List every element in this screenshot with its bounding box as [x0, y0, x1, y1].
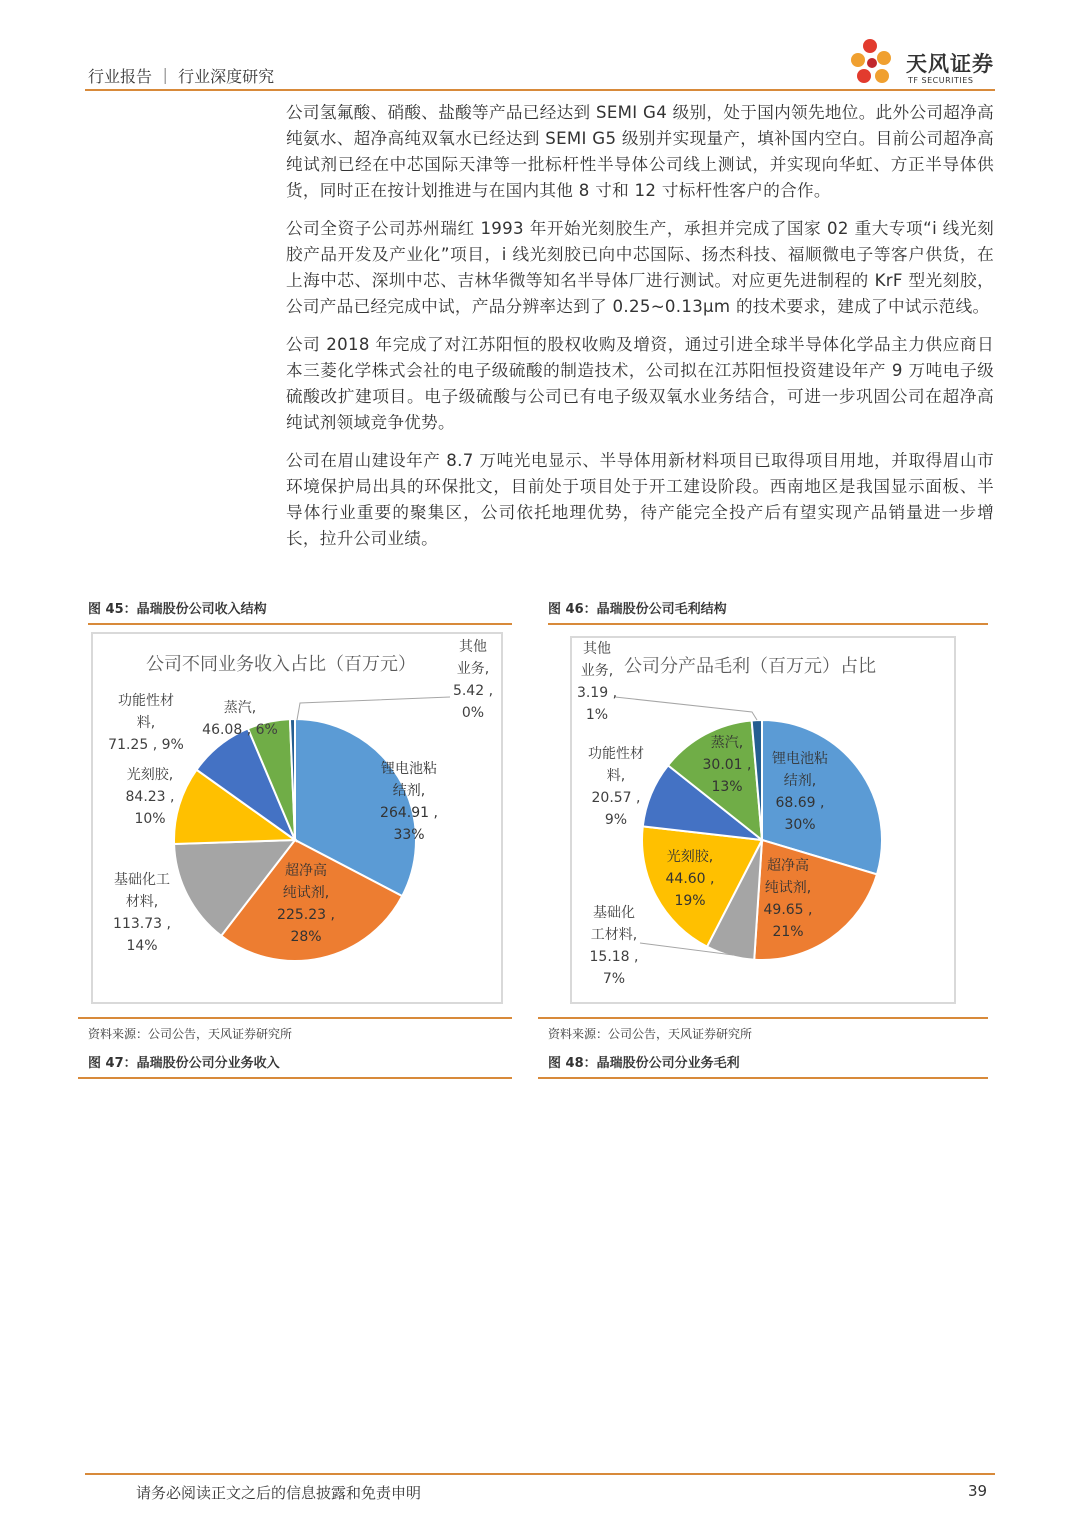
- data-label: 基础化工材料, 113.73 , 14%: [113, 872, 171, 954]
- revenue-pie: [108, 639, 493, 961]
- data-label: 其他业务, 5.42 , 0%: [452, 639, 494, 721]
- report-category: 行业报告 ｜ 行业深度研究: [88, 67, 275, 86]
- footer-divider: [85, 1473, 995, 1475]
- data-label: 锂电池粘结剂, 264.91 , 33%: [380, 761, 438, 843]
- figure-47-title: 图 47：晶瑞股份公司分业务收入: [78, 1052, 512, 1079]
- data-label: 超净高纯试剂, 49.65 , 21%: [763, 858, 813, 940]
- data-label: 其他业务, 3.19 , 1%: [576, 641, 618, 723]
- data-label: 锂电池粘结剂, 68.69 , 30%: [772, 751, 828, 833]
- footer-disclaimer: 请务必阅读正文之后的信息披露和免责申明: [136, 1484, 422, 1502]
- leader-line: [297, 697, 450, 720]
- data-label: 功能性材料, 71.25 , 9%: [108, 693, 184, 753]
- data-label: 基础化工材料, 15.18 , 7%: [589, 905, 639, 987]
- profit-pie: [577, 641, 882, 987]
- data-label: 光刻胶, 84.23 , 10%: [125, 767, 175, 827]
- data-label: 超净高纯试剂, 225.23 , 28%: [277, 863, 335, 945]
- paragraph: 公司 2018 年完成了对江苏阳恒的股权收购及增资，通过引进全球半导体化学品主力供应商日本三菱化学株式会社的电子级硫酸的制造技术，公司拟在江苏阳恒投资建设年产 9 万吨电子级硫酸改扩建项目。电子级硫酸与公司已有电子级双氧水业务结合，可进一步巩固公司在超净高纯试剂领域竞争优势。: [286, 335, 994, 432]
- paragraph: 公司氢氟酸、硝酸、盐酸等产品已经达到 SEMI G4 级别，处于国内领先地位。此外公司超净高纯氨水、超净高纯双氧水已经达到 SEMI G5 级别并实现量产，填补国内空白。目前公司超净高纯试剂已经在中芯国际天津等一批标杆性半导体公司线上测试，并实现向华虹、方正半导体供货，同时正在按计划推进与在国内其他 8 寸和 12 寸标杆性客户的合作。: [286, 103, 994, 200]
- logo-subtitle: TF SECURITIES: [908, 76, 974, 85]
- figure-45-title: 图 45：晶瑞股份公司收入结构: [88, 598, 512, 625]
- figure-45-source: 资料来源：公司公告，天风证券研究所: [78, 1017, 512, 1042]
- figure-46-title: 图 46：晶瑞股份公司毛利结构: [548, 598, 988, 625]
- data-label: 蒸汽, 46.08 , 6%: [202, 700, 278, 738]
- logo-name: 天风证券: [906, 52, 994, 76]
- leader-line: [615, 697, 757, 720]
- figure-46-source: 资料来源：公司公告，天风证券研究所: [538, 1017, 988, 1042]
- data-label: 蒸汽, 30.01 , 13%: [702, 735, 752, 795]
- paragraph: 公司全资子公司苏州瑞红 1993 年开始光刻胶生产，承担并完成了国家 02 重大专项“i 线光刻胶产品开发及产业化”项目，i 线光刻胶已向中芯国际、扬杰科技、福顺微电子等客户供货，在上海中芯、深圳中芯、吉林华微等知名半导体厂进行测试。对应更先进制程的 KrF 型光刻胶，公司产品已经完成中试，产品分辨率达到了 0.25~0.13μm 的技术要求，建成了中试示范线。: [286, 219, 994, 316]
- page-number: 39: [968, 1482, 988, 1500]
- paragraph: 公司在眉山建设年产 8.7 万吨光电显示、半导体用新材料项目已取得项目用地，并取得眉山市环境保护局出具的环保批文，目前处于项目处于开工建设阶段。西南地区是我国显示面板、半导体行业重要的聚集区，公司依托地理优势，待产能完全投产后有望实现产品销量进一步增长，拉升公司业绩。: [286, 451, 994, 548]
- chart-profit-title: 公司分产品毛利（百万元）占比: [624, 656, 876, 677]
- data-label: 功能性材料, 20.57 , 9%: [588, 746, 644, 828]
- chart-revenue-title: 公司不同业务收入占比（百万元）: [146, 654, 416, 675]
- figure-48-title: 图 48：晶瑞股份公司分业务毛利: [538, 1052, 988, 1079]
- data-label: 光刻胶, 44.60 , 19%: [665, 849, 715, 909]
